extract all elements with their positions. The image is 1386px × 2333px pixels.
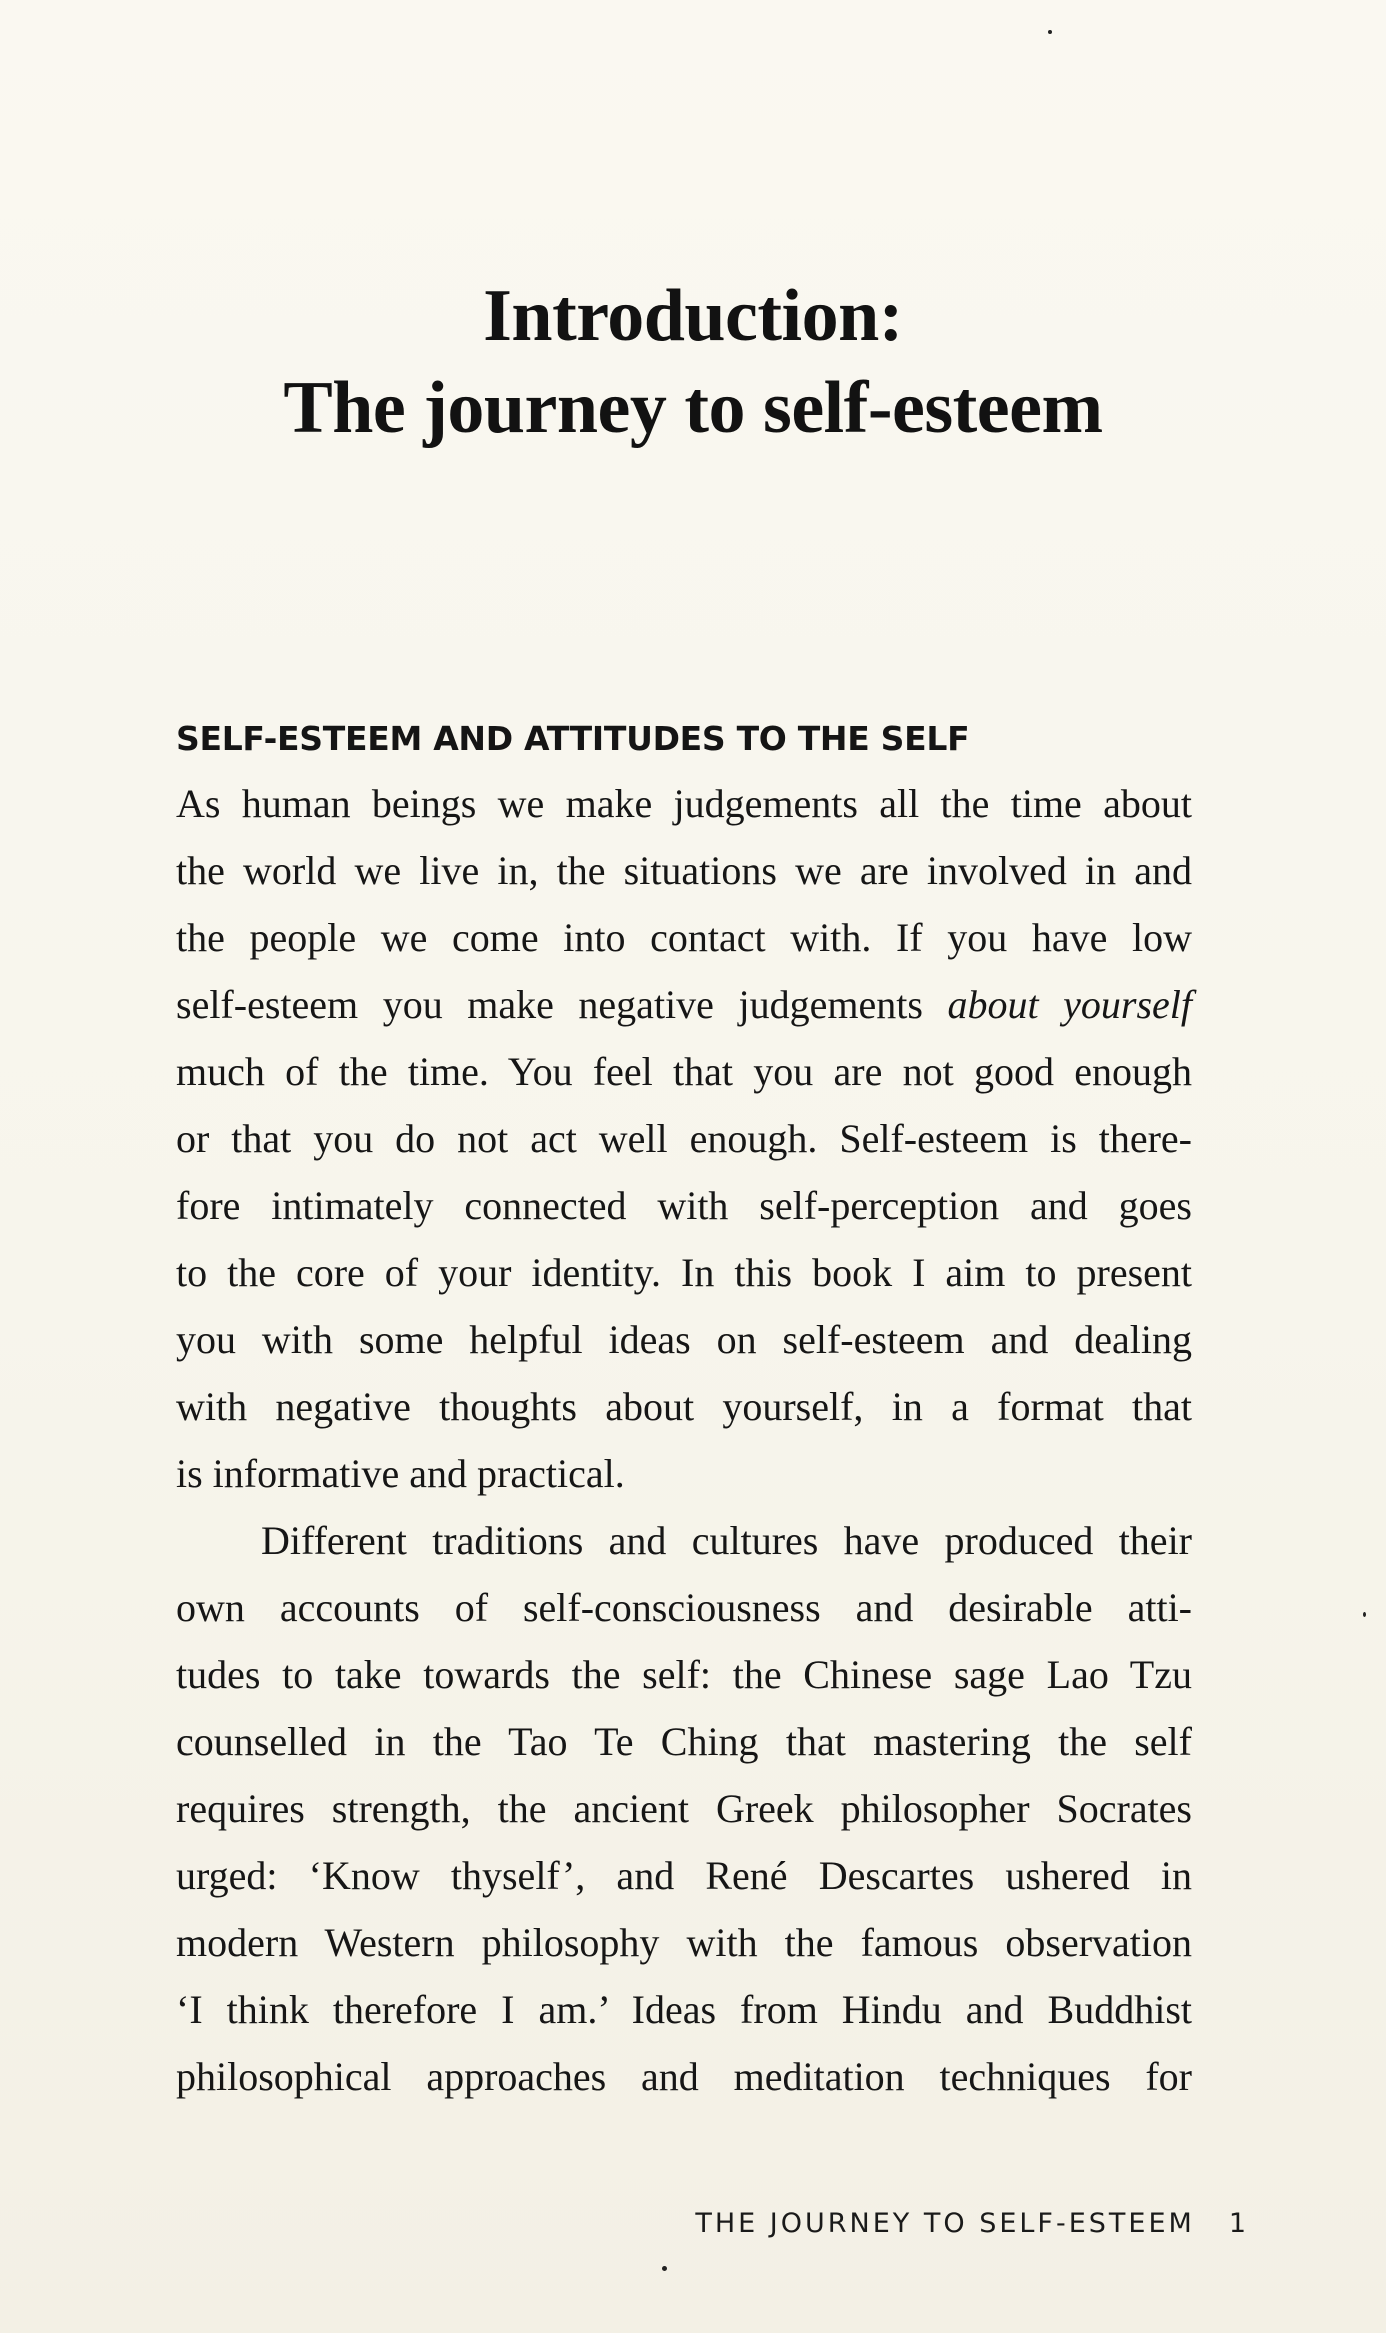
text-line: much of the time. You feel that you are not good enough [176, 1049, 1192, 1094]
text-line: to the core of your identity. In this book I aim to present [176, 1250, 1192, 1295]
ink-speck [662, 2266, 667, 2271]
text-line: is informative and practical. [176, 1451, 625, 1496]
paragraph-2 [176, 1507, 1192, 2110]
running-head: THE JOURNEY TO SELF-ESTEEM [695, 2208, 1195, 2239]
text-line: with negative thoughts about yourself, in a format that [176, 1384, 1192, 1429]
chapter-title-line-1: Introduction: [483, 275, 903, 357]
page-footer [0, 2208, 1246, 2239]
body-text [176, 770, 1192, 2110]
text-line: ‘I think therefore I am.’ Ideas from Hindu and Buddhist [176, 1987, 1192, 2032]
chapter-title-line-2: The journey to self-esteem [283, 367, 1103, 449]
section-heading: SELF-ESTEEM AND ATTITUDES TO THE SELF [176, 719, 970, 758]
text-line: As human beings we make judgements all the time about [176, 781, 1192, 826]
text-line: philosophical approaches and meditation techniques for [176, 2054, 1192, 2099]
text-line: modern Western philosophy with the famous observation [176, 1920, 1192, 1965]
text-line: urged: ‘Know thyself’, and René Descartes ushered in [176, 1853, 1192, 1898]
text-segment: self-esteem you make negative judgements [176, 982, 948, 1027]
text-line: own accounts of self-consciousness and desirable atti- [176, 1585, 1192, 1630]
paragraph-1 [176, 770, 1192, 1507]
ink-speck [1363, 1612, 1366, 1617]
text-line: Different traditions and cultures have produced their [261, 1518, 1192, 1563]
ink-speck [1048, 30, 1052, 34]
text-line: counselled in the Tao Te Ching that mastering the self [176, 1719, 1192, 1764]
text-line: fore intimately connected with self-perception and goes [176, 1183, 1192, 1228]
text-line: you with some helpful ideas on self-esteem and dealing [176, 1317, 1192, 1362]
text-line: the world we live in, the situations we are involved in and [176, 848, 1192, 893]
text-line: tudes to take towards the self: the Chinese sage Lao Tzu [176, 1652, 1192, 1697]
emphasis-text: about yourself [947, 982, 1192, 1027]
text-line: the people we come into contact with. If you have low [176, 915, 1192, 960]
text-line: or that you do not act well enough. Self-esteem is there- [176, 1116, 1192, 1161]
page-number: 1 [1228, 2208, 1246, 2239]
text-line: requires strength, the ancient Greek philosopher Socrates [176, 1786, 1192, 1831]
chapter-title [0, 270, 1386, 454]
text-line-with-emphasis [176, 971, 1192, 1038]
